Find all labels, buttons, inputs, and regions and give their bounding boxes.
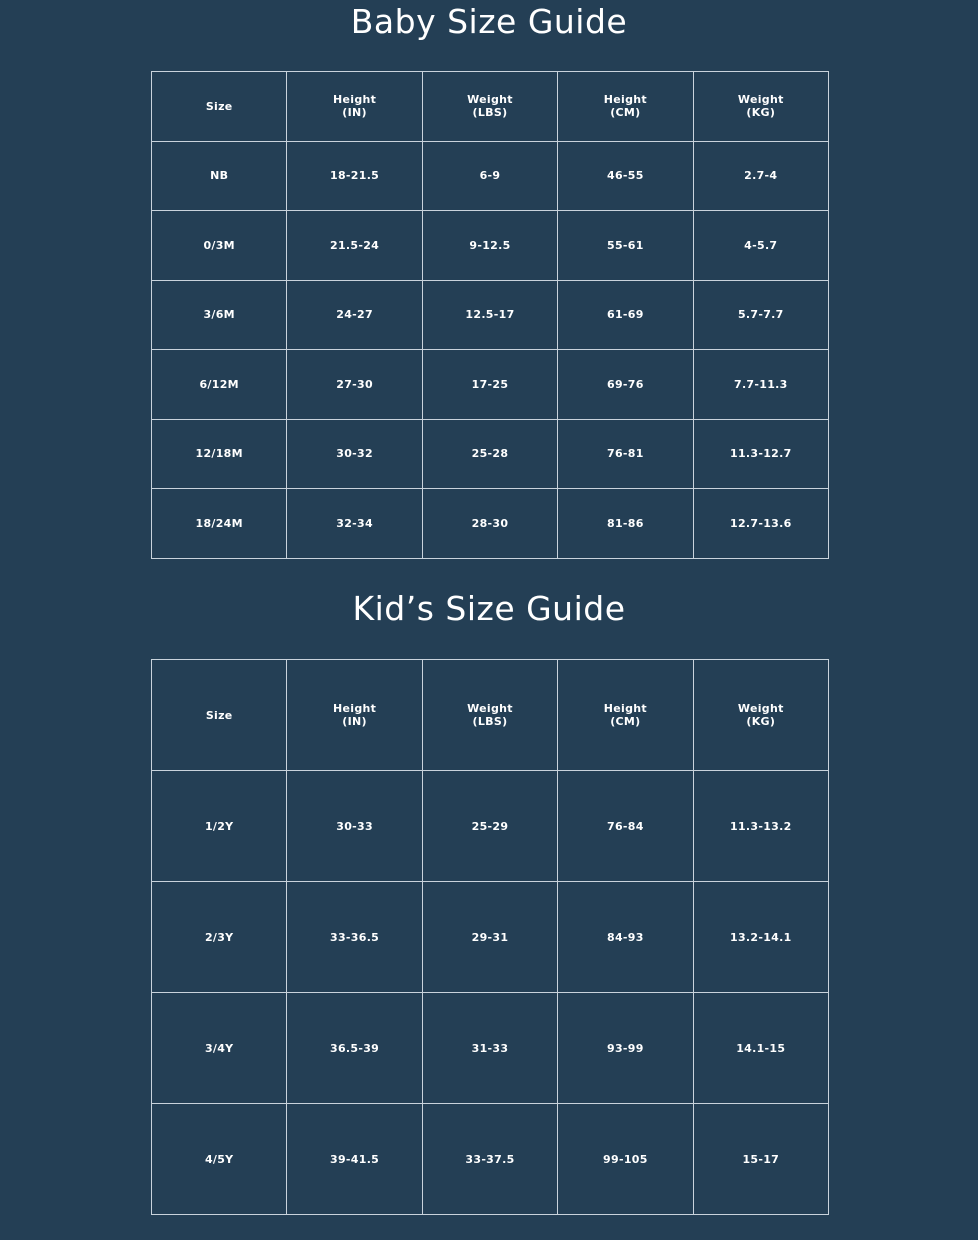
cell-weight-lbs: 31-33 — [422, 993, 557, 1104]
cell-weight-kg: 5.7-7.7 — [693, 280, 828, 350]
cell-weight-kg: 15-17 — [693, 1104, 828, 1215]
cell-height-cm: 81-86 — [558, 489, 693, 559]
header-height-cm — [558, 72, 693, 142]
cell-size: 3/4Y — [152, 993, 287, 1104]
header-weight-kg — [693, 72, 828, 142]
cell-height-cm: 46-55 — [558, 141, 693, 211]
table-row — [152, 993, 829, 1104]
cell-size: 12/18M — [152, 419, 287, 489]
header-label: Height — [332, 702, 377, 715]
cell-weight-kg: 12.7-13.6 — [693, 489, 828, 559]
cell-height-in: 32-34 — [287, 489, 422, 559]
cell-height-cm: 55-61 — [558, 211, 693, 281]
cell-weight-lbs: 28-30 — [422, 489, 557, 559]
header-label: Weight — [467, 93, 513, 107]
cell-weight-lbs: 25-28 — [422, 419, 557, 489]
table-row — [152, 771, 829, 882]
header-unit: (LBS) — [472, 715, 508, 728]
header-weight-lbs — [422, 72, 557, 142]
cell-weight-kg: 11.3-12.7 — [693, 419, 828, 489]
header-unit: (CM) — [610, 715, 641, 728]
table-row — [152, 141, 829, 211]
cell-weight-kg: 13.2-14.1 — [693, 882, 828, 993]
kids-size-table — [151, 659, 829, 1215]
cell-weight-kg: 11.3-13.2 — [693, 771, 828, 882]
baby-size-table — [151, 71, 829, 559]
header-unit: (KG) — [746, 715, 776, 728]
cell-height-cm: 84-93 — [558, 882, 693, 993]
kids-size-guide-title: Kid’s Size Guide — [352, 589, 626, 628]
header-label: Size — [205, 99, 233, 113]
cell-height-cm: 76-84 — [558, 771, 693, 882]
cell-size: 4/5Y — [152, 1104, 287, 1215]
cell-size: 1/2Y — [152, 771, 287, 882]
cell-size: 2/3Y — [152, 882, 287, 993]
cell-height-in: 21.5-24 — [287, 211, 422, 281]
table-row — [152, 1104, 829, 1215]
header-label: Height — [332, 93, 377, 107]
header-unit: (CM) — [610, 106, 641, 120]
cell-height-in: 30-33 — [287, 771, 422, 882]
cell-size: 3/6M — [152, 280, 287, 350]
table-row — [152, 280, 829, 350]
header-size — [152, 660, 287, 771]
header-height-cm — [558, 660, 693, 771]
header-weight-lbs — [422, 660, 557, 771]
table-row — [152, 350, 829, 420]
cell-height-cm: 99-105 — [558, 1104, 693, 1215]
header-unit: (IN) — [342, 715, 367, 728]
header-label: Weight — [467, 702, 513, 715]
cell-height-in: 36.5-39 — [287, 993, 422, 1104]
cell-weight-lbs: 9-12.5 — [422, 211, 557, 281]
cell-weight-kg: 14.1-15 — [693, 993, 828, 1104]
header-label: Weight — [737, 93, 784, 107]
header-unit: (IN) — [342, 106, 367, 120]
table-row — [152, 211, 829, 281]
cell-weight-kg: 7.7-11.3 — [693, 350, 828, 420]
header-height-in — [287, 72, 422, 142]
table-row — [152, 489, 829, 559]
header-height-in — [287, 660, 422, 771]
cell-size: 0/3M — [152, 211, 287, 281]
cell-height-in: 30-32 — [287, 419, 422, 489]
cell-weight-lbs: 33-37.5 — [422, 1104, 557, 1215]
table-row — [152, 882, 829, 993]
cell-weight-kg: 2.7-4 — [693, 141, 828, 211]
cell-weight-kg: 4-5.7 — [693, 211, 828, 281]
cell-size: 6/12M — [152, 350, 287, 420]
header-label: Height — [603, 93, 647, 107]
header-size — [152, 72, 287, 142]
cell-height-in: 39-41.5 — [287, 1104, 422, 1215]
table-header-row — [152, 72, 829, 142]
cell-size: NB — [152, 141, 287, 211]
cell-size: 18/24M — [152, 489, 287, 559]
cell-weight-lbs: 12.5-17 — [422, 280, 557, 350]
header-label: Size — [205, 708, 233, 722]
cell-height-in: 18-21.5 — [287, 141, 422, 211]
header-label: Weight — [737, 702, 784, 715]
cell-height-in: 33-36.5 — [287, 882, 422, 993]
cell-weight-lbs: 25-29 — [422, 771, 557, 882]
header-weight-kg — [693, 660, 828, 771]
cell-height-cm: 69-76 — [558, 350, 693, 420]
cell-height-in: 27-30 — [287, 350, 422, 420]
cell-weight-lbs: 29-31 — [422, 882, 557, 993]
header-label: Height — [603, 702, 647, 715]
table-header-row — [152, 660, 829, 771]
table-row — [152, 419, 829, 489]
cell-weight-lbs: 17-25 — [422, 350, 557, 420]
baby-size-guide-title: Baby Size Guide — [350, 2, 628, 41]
cell-height-in: 24-27 — [287, 280, 422, 350]
cell-weight-lbs: 6-9 — [422, 141, 557, 211]
cell-height-cm: 61-69 — [558, 280, 693, 350]
cell-height-cm: 76-81 — [558, 419, 693, 489]
cell-height-cm: 93-99 — [558, 993, 693, 1104]
header-unit: (LBS) — [472, 106, 508, 120]
header-unit: (KG) — [746, 106, 776, 120]
